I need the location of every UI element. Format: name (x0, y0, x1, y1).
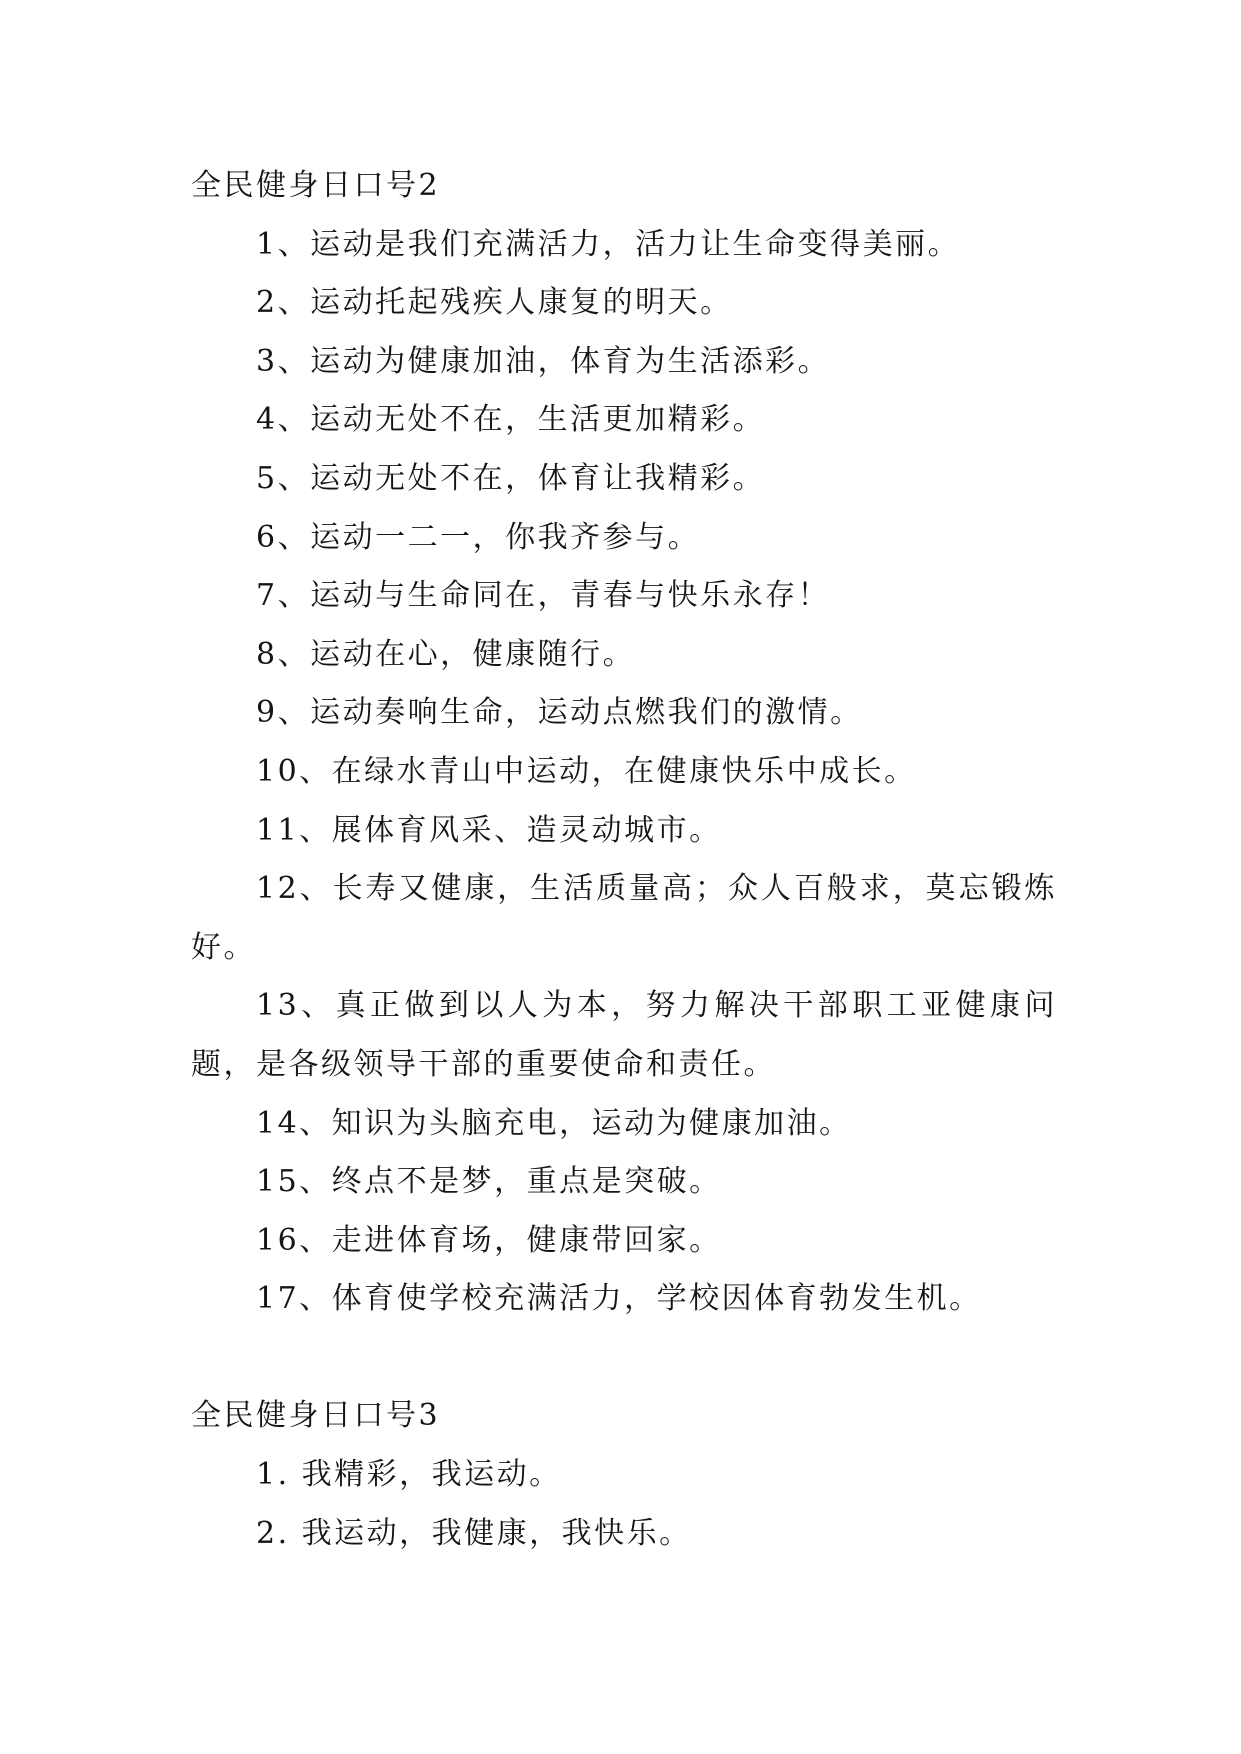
slogan-item: 10、在绿水青山中运动，在健康快乐中成长。 (256, 753, 917, 789)
slogan-item: 4、运动无处不在，生活更加精彩。 (256, 402, 766, 438)
slogan-item: 11、展体育风采、造灵动城市。 (256, 812, 722, 848)
slogan-item: 17、体育使学校充满活力，学校因体育勃发生机。 (256, 1281, 982, 1317)
slogan-item: 14、知识为头脑充电，运动为健康加油。 (256, 1105, 852, 1141)
slogan-item: 7、运动与生命同在，青春与快乐永存！ (256, 578, 831, 614)
slogan-section-2 (191, 157, 1057, 1329)
slogan-item: 13、真正做到以人为本，努力解决干部职工亚健康问题，是各级领导干部的重要使命和责任。 (191, 988, 1057, 1082)
slogan-item: 5、运动无处不在，体育让我精彩。 (256, 460, 766, 496)
slogan-item: 9、运动奏响生命，运动点燃我们的激情。 (256, 695, 863, 731)
section-heading: 全民健身日口号3 (191, 1398, 441, 1434)
slogan-item: 1、运动是我们充满活力，活力让生命变得美丽。 (256, 226, 961, 262)
slogan-item: 1. 我精彩，我运动。 (256, 1457, 562, 1493)
slogan-item: 6、运动一二一，你我齐参与。 (256, 519, 701, 555)
slogan-item: 15、终点不是梦，重点是突破。 (256, 1164, 722, 1200)
document-page (191, 157, 1057, 1563)
section-heading: 全民健身日口号2 (191, 168, 441, 203)
slogan-item: 16、走进体育场，健康带回家。 (256, 1222, 722, 1258)
slogan-item: 3、运动为健康加油，体育为生活添彩。 (256, 343, 831, 379)
slogan-item: 2、运动托起残疾人康复的明天。 (256, 285, 733, 321)
slogan-item: 8、运动在心，健康随行。 (256, 636, 636, 672)
slogan-item: 12、长寿又健康，生活质量高；众人百般求，莫忘锻炼好。 (191, 871, 1057, 965)
slogan-item: 2. 我运动，我健康，我快乐。 (256, 1515, 692, 1551)
slogan-section-3 (191, 1387, 1057, 1563)
